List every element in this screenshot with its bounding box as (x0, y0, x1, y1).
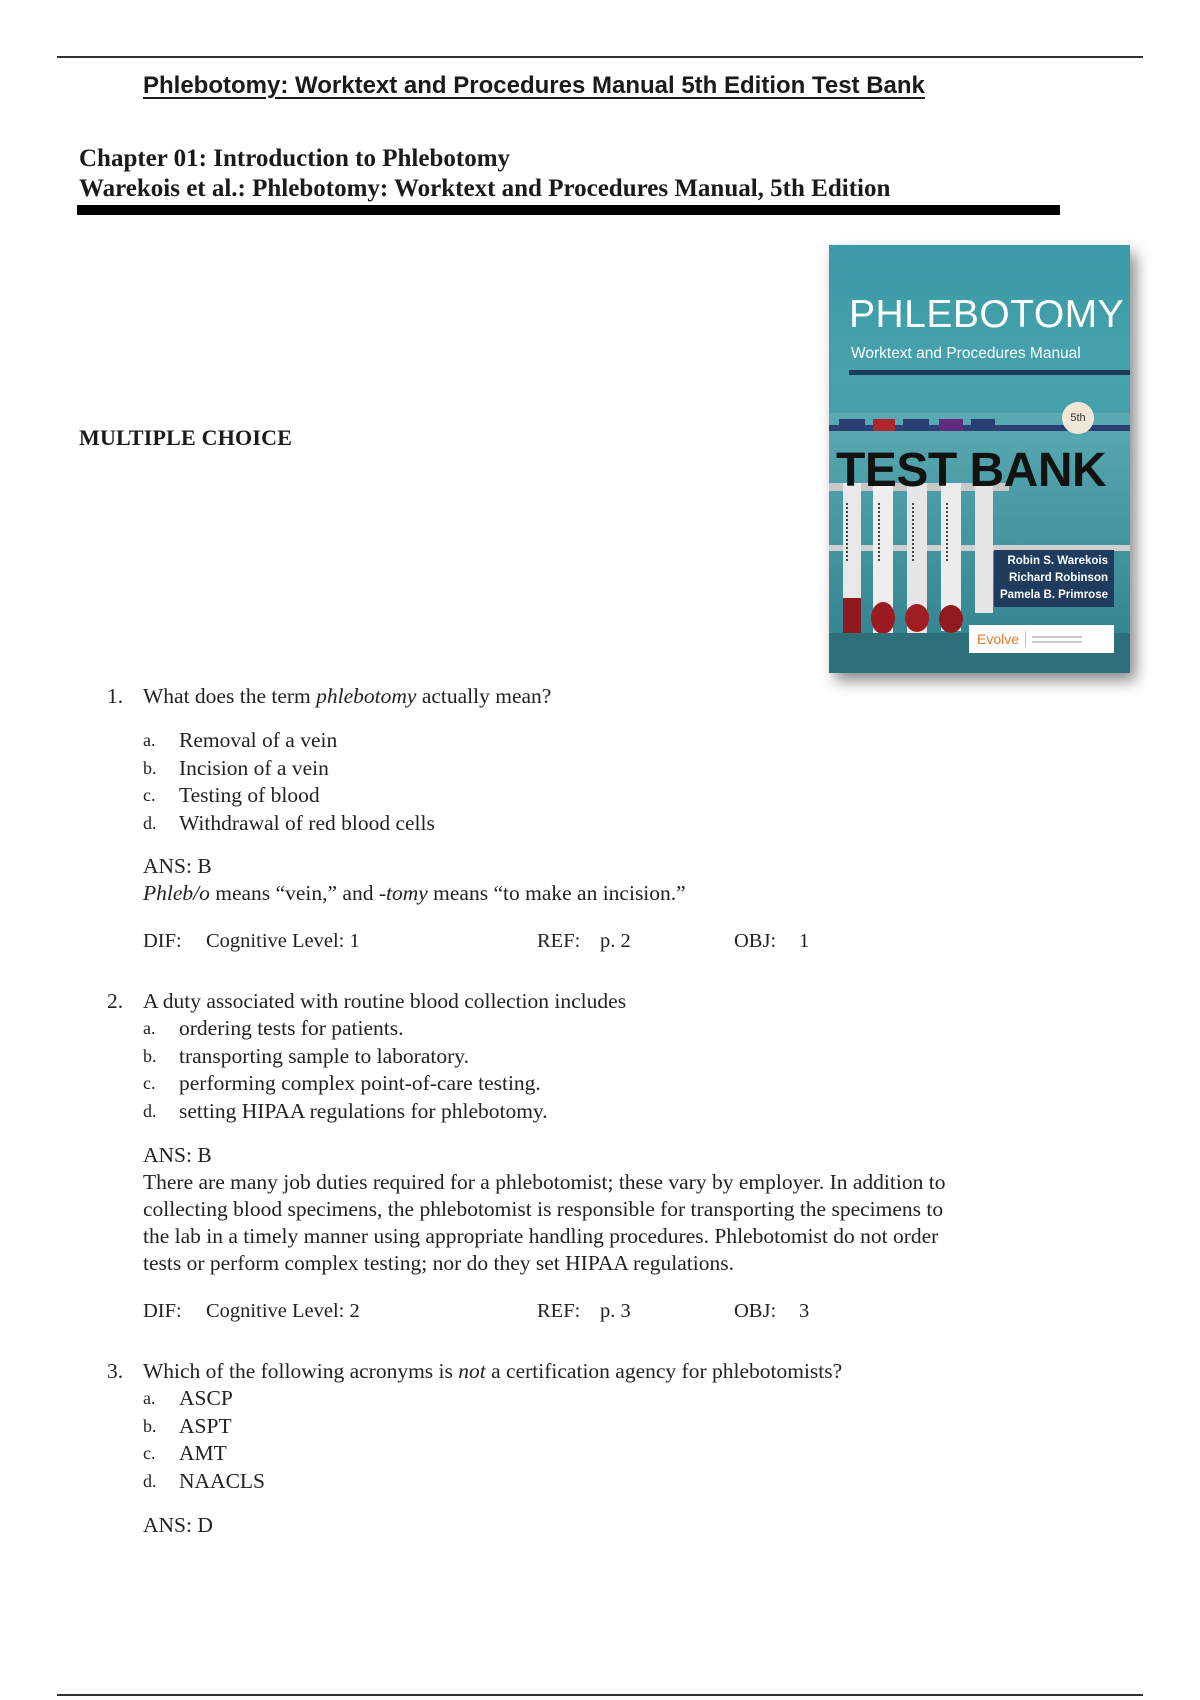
question-metadata (107, 1297, 1067, 1325)
rationale (107, 880, 1067, 907)
cover-title: PHLEBOTOMY (849, 293, 1125, 336)
option-letter: c. (143, 1443, 156, 1463)
answer-option (107, 727, 1067, 755)
answer-key: ANS: B (143, 1143, 212, 1167)
stem-text: A duty associated with routine blood collection includes (143, 989, 627, 1013)
publisher-logo-box (969, 625, 1114, 653)
option-letter: a. (143, 730, 156, 750)
question-number: 1. (107, 684, 124, 708)
answer-option (107, 1015, 1067, 1043)
book-citation: Warekois et al.: Phlebotomy: Worktext and Procedures Manual, 5th Edition (79, 175, 891, 202)
answer-option (107, 782, 1067, 810)
answer-options (107, 1015, 1067, 1125)
rationale-text: means “vein,” and (209, 881, 379, 905)
chapter-rule (77, 205, 1060, 215)
option-letter: b. (143, 1045, 157, 1066)
option-text: Withdrawal of red blood cells (179, 810, 435, 835)
obj-label: OBJ: (734, 930, 777, 952)
option-text: Removal of a vein (179, 728, 338, 752)
answer-option (107, 1385, 1067, 1413)
stem-emphasis: phlebotomy (316, 684, 417, 708)
option-letter: a. (143, 1388, 156, 1408)
answer-option (107, 1468, 1067, 1496)
stem-text: actually mean? (416, 684, 552, 708)
cover-authors (994, 550, 1114, 607)
answer-option (107, 1440, 1067, 1468)
option-letter: c. (143, 1073, 156, 1093)
question-stem (107, 1357, 1067, 1385)
cover-author: Robin S. Warekois (1007, 555, 1108, 567)
option-text: Testing of blood (179, 783, 320, 807)
rationale-line: collecting blood specimens, the phlebotomist is responsible for transporting the specimens to (143, 1197, 944, 1221)
section-heading: MULTIPLE CHOICE (79, 425, 293, 450)
bottom-rule (57, 1694, 1143, 1696)
dif-value: Cognitive Level: 2 (206, 1300, 360, 1322)
rationale-emphasis: -tomy (378, 881, 428, 905)
dif-value: Cognitive Level: 1 (206, 930, 360, 952)
answer-key: ANS: B (143, 854, 212, 878)
option-text: setting HIPAA regulations for phlebotomy. (179, 1098, 548, 1123)
answer-option (107, 1098, 1067, 1126)
ref-label: REF: (537, 930, 581, 952)
option-letter: a. (143, 1018, 156, 1038)
answer-option (107, 1043, 1067, 1071)
option-text: Incision of a vein (179, 755, 329, 780)
answer-options (107, 727, 1067, 837)
cover-author: Richard Robinson (1008, 572, 1108, 584)
obj-label: OBJ: (734, 1300, 777, 1322)
rationale-emphasis: Phleb/o (143, 881, 210, 905)
cover-subtitle: Worktext and Procedures Manual (851, 345, 1081, 362)
option-text: performing complex point-of-care testing. (179, 1071, 541, 1095)
question-metadata (107, 927, 1067, 955)
answer-option (107, 1413, 1067, 1441)
option-text: NAACLS (179, 1468, 266, 1493)
question-stem (107, 987, 1067, 1015)
option-letter: c. (143, 785, 156, 805)
answer-option (107, 810, 1067, 838)
question-3 (107, 1357, 1067, 1539)
cover-author: Pamela B. Primrose (999, 589, 1108, 601)
answer-option (107, 1070, 1067, 1098)
test-bank-stamp: TEST BANK (836, 444, 1107, 497)
option-text: ordering tests for patients. (179, 1016, 404, 1040)
option-text: transporting sample to laboratory. (179, 1043, 469, 1068)
stem-text: Which of the following acronyms is (143, 1359, 459, 1383)
question-2 (107, 987, 1067, 1325)
logo-fine-print (1032, 633, 1082, 646)
option-letter: d. (143, 1100, 157, 1121)
chapter-heading: Chapter 01: Introduction to Phlebotomy (79, 145, 511, 172)
rationale-line: tests or perform complex testing; nor do they set HIPAA regulations. (143, 1251, 734, 1275)
answer-option (107, 755, 1067, 783)
ref-value: p. 2 (600, 930, 631, 952)
option-letter: d. (143, 812, 157, 833)
dif-label: DIF: (143, 1300, 182, 1322)
option-text: ASPT (179, 1413, 232, 1438)
option-text: AMT (179, 1441, 227, 1465)
question-number: 2. (107, 989, 124, 1013)
edition-badge: 5th (1062, 402, 1094, 434)
document-title: Phlebotomy: Worktext and Procedures Manual 5th Edition Test Bank (143, 72, 925, 99)
question-number: 3. (107, 1359, 124, 1383)
rationale-line: There are many job duties required for a phlebotomist; these vary by employer. In addition to (143, 1170, 946, 1194)
obj-value: 3 (799, 1300, 810, 1322)
option-letter: d. (143, 1470, 157, 1491)
dif-label: DIF: (143, 930, 182, 952)
rationale (107, 1169, 1067, 1277)
answer-options (107, 1385, 1067, 1495)
cover-stripe (849, 370, 1130, 375)
option-text: ASCP (179, 1386, 233, 1410)
question-stem (107, 682, 1067, 710)
stem-text: What does the term (143, 684, 317, 708)
question-1 (107, 682, 1067, 955)
obj-value: 1 (799, 930, 810, 952)
book-cover-image (829, 245, 1130, 673)
ref-value: p. 3 (600, 1300, 631, 1322)
stem-text: a certification agency for phlebotomists? (485, 1359, 843, 1383)
ref-label: REF: (537, 1300, 581, 1322)
rationale-line: the lab in a timely manner using appropriate handling procedures. Phlebotomist do not order (143, 1224, 939, 1248)
option-letter: b. (143, 1415, 157, 1436)
rationale-text: means “to make an incision.” (427, 881, 686, 905)
option-letter: b. (143, 757, 157, 778)
answer-key: ANS: D (143, 1513, 213, 1537)
stem-emphasis: not (458, 1359, 486, 1383)
evolve-logo: Evolve (969, 631, 1026, 647)
top-rule (57, 56, 1143, 58)
